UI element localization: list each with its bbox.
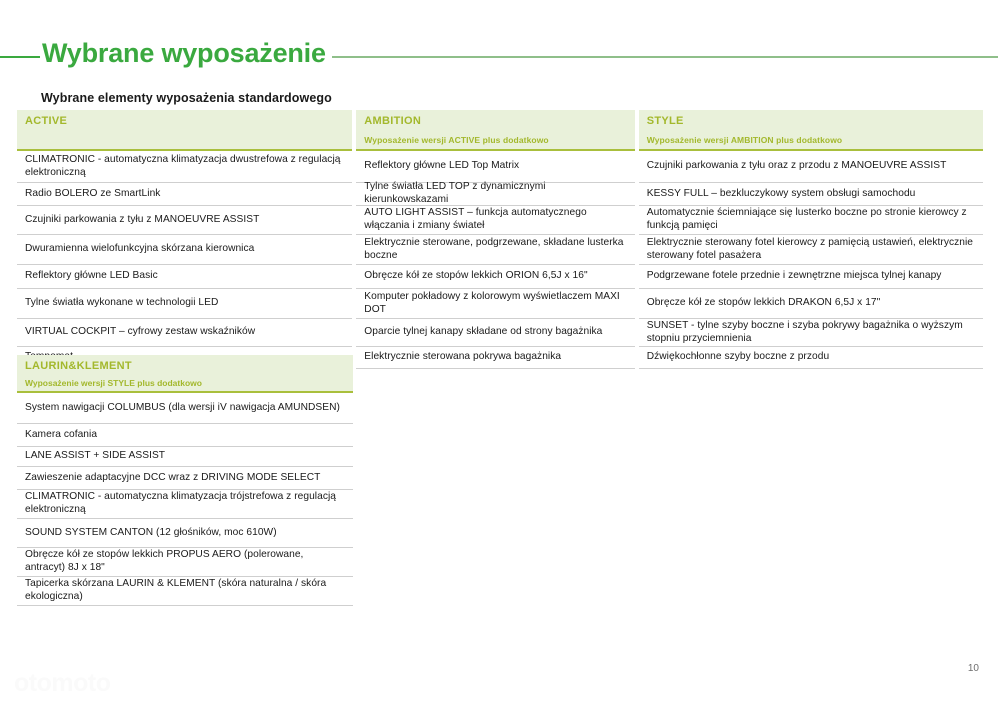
cell-text: Obręcze kół ze stopów lekkich DRAKON 6,5J x 17" [646, 297, 881, 309]
cell-text: Tylne światła LED TOP z dynamicznymi kierunkowskazami [364, 181, 546, 205]
table-row [356, 265, 634, 289]
table-row [17, 519, 353, 548]
page-header [0, 34, 1000, 74]
table-row [17, 183, 352, 206]
cell-text: Oparcie tylnej kanapy składane od strony bagażnika [364, 326, 603, 338]
column-rows-laurin-klement [17, 393, 353, 606]
column-title-ambition: AMBITION [364, 115, 422, 127]
cell-text: Podgrzewane fotele przednie i zewnętrzne miejsca tylnej kanapy [646, 270, 942, 282]
cell-text: Zawieszenie adaptacyjne DCC wraz z DRIVING MODE SELECT [25, 471, 321, 483]
column-subtitle-ambition: Wyposażenie wersji ACTIVE plus dodatkowo [364, 135, 549, 145]
cell-text: Elektrycznie sterowana pokrywa bagażnika [364, 351, 562, 363]
column-title-active: ACTIVE [25, 115, 68, 127]
table-row [17, 235, 352, 265]
table-row [639, 235, 983, 265]
column-header-laurin-klement [17, 355, 353, 393]
table-row [17, 265, 352, 289]
column-rows-ambition [356, 151, 634, 369]
table-row [356, 151, 634, 183]
cell-text: Tylne światła wykonane w technologii LED [25, 297, 219, 309]
table-row [639, 206, 983, 235]
cell-text: Radio BOLERO ze SmartLink [25, 187, 161, 199]
column-header-ambition [356, 110, 634, 151]
table-row [356, 347, 634, 369]
table-row [17, 577, 353, 606]
cell-text: Czujniki parkowania z tyłu oraz z przodu z MANOEUVRE ASSIST [646, 160, 947, 172]
cell-text: Reflektory główne LED Basic [25, 270, 158, 282]
cell-text: Dwuramienna wielofunkcyjna skórzana kierownica [25, 243, 255, 255]
table-row [17, 289, 352, 319]
table-row [17, 151, 352, 183]
table-row [17, 467, 353, 490]
cell-text: CLIMATRONIC - automatyczna klimatyzacja dwustrefowa z regulacją elektroniczną [25, 153, 341, 178]
table-row [17, 447, 353, 467]
table-row [17, 490, 353, 519]
cell-text: Automatycznie ściemniające się lusterko boczne po stronie kierowcy z funkcją pamięci [646, 207, 967, 231]
column-rows-style [639, 151, 983, 369]
table-row [639, 347, 983, 369]
cell-text: Obręcze kół ze stopów lekkich ORION 6,5J x 16" [364, 270, 588, 282]
column-subtitle-style: Wyposażenie wersji AMBITION plus dodatkowo [646, 135, 843, 145]
table-row [17, 206, 352, 235]
cell-text: CLIMATRONIC - automatyczna klimatyzacja trójstrefowa z regulacją elektroniczną [25, 491, 336, 515]
header-rule-accent [0, 56, 40, 58]
table-row [17, 393, 353, 424]
column-title-style: STYLE [646, 115, 684, 127]
watermark: otomoto [14, 669, 111, 697]
table-row [639, 151, 983, 183]
page-number: 10 [967, 663, 979, 674]
cell-text: VIRTUAL COCKPIT – cyfrowy zestaw wskaźników [25, 326, 256, 338]
cell-text: System nawigacji COLUMBUS (dla wersji iV nawigacja AMUNDSEN) [25, 401, 340, 413]
column-active [17, 110, 352, 369]
equipment-table [17, 110, 983, 369]
page-title: Wybrane wyposażenie [40, 34, 332, 72]
cell-text: Reflektory główne LED Top Matrix [364, 160, 520, 172]
table-row [639, 289, 983, 319]
table-row [356, 289, 634, 319]
column-header-style [639, 110, 983, 151]
cell-text: Tapicerka skórzana LAURIN & KLEMENT (skóra naturalna / skóra ekologiczna) [25, 578, 327, 602]
cell-text: LANE ASSIST + SIDE ASSIST [25, 450, 166, 462]
cell-text: Elektrycznie sterowane, podgrzewane, składane lusterka boczne [364, 236, 624, 261]
table-row [17, 424, 353, 447]
laurin-klement-table [17, 355, 353, 606]
cell-text: Elektrycznie sterowany fotel kierowcy z pamięcią ustawień, elektrycznie sterowany fotel pasażera [646, 236, 973, 261]
column-header-active [17, 110, 352, 151]
cell-text: SUNSET - tylne szyby boczne i szyba pokrywy bagażnika o wyższym stopniu przyciemnienia [646, 319, 963, 344]
column-title-laurin-klement: LAURIN&KLEMENT [25, 360, 132, 372]
cell-text: Kamera cofania [25, 428, 98, 440]
table-row [17, 319, 352, 347]
cell-text: KESSY FULL – bezkluczykowy system obsługi samochodu [646, 187, 916, 199]
table-row [639, 265, 983, 289]
cell-text: Obręcze kół ze stopów lekkich PROPUS AERO (polerowane, antracyt) 8J x 18" [25, 549, 304, 573]
table-row [356, 183, 634, 206]
cell-text: AUTO LIGHT ASSIST – funkcja automatycznego włączania i zmiany świateł [364, 207, 587, 231]
table-row [17, 548, 353, 577]
cell-text: Czujniki parkowania z tyłu z MANOEUVRE ASSIST [25, 213, 260, 225]
table-row [356, 319, 634, 347]
table-row [639, 183, 983, 206]
cell-text: Dźwiękochłonne szyby boczne z przodu [646, 351, 830, 363]
column-subtitle-laurin-klement: Wyposażenie wersji STYLE plus dodatkowo [25, 378, 202, 388]
column-rows-active [17, 151, 352, 369]
table-row [356, 235, 634, 265]
table-row [356, 206, 634, 235]
column-style [639, 110, 983, 369]
table-row [639, 319, 983, 347]
cell-text: SOUND SYSTEM CANTON (12 głośników, moc 610W) [25, 526, 277, 538]
equipment-columns [17, 110, 983, 369]
column-ambition [356, 110, 634, 369]
cell-text: Komputer pokładowy z kolorowym wyświetlaczem MAXI DOT [364, 290, 620, 315]
section-caption: Wybrane elementy wyposażenia standardowego [41, 91, 332, 105]
